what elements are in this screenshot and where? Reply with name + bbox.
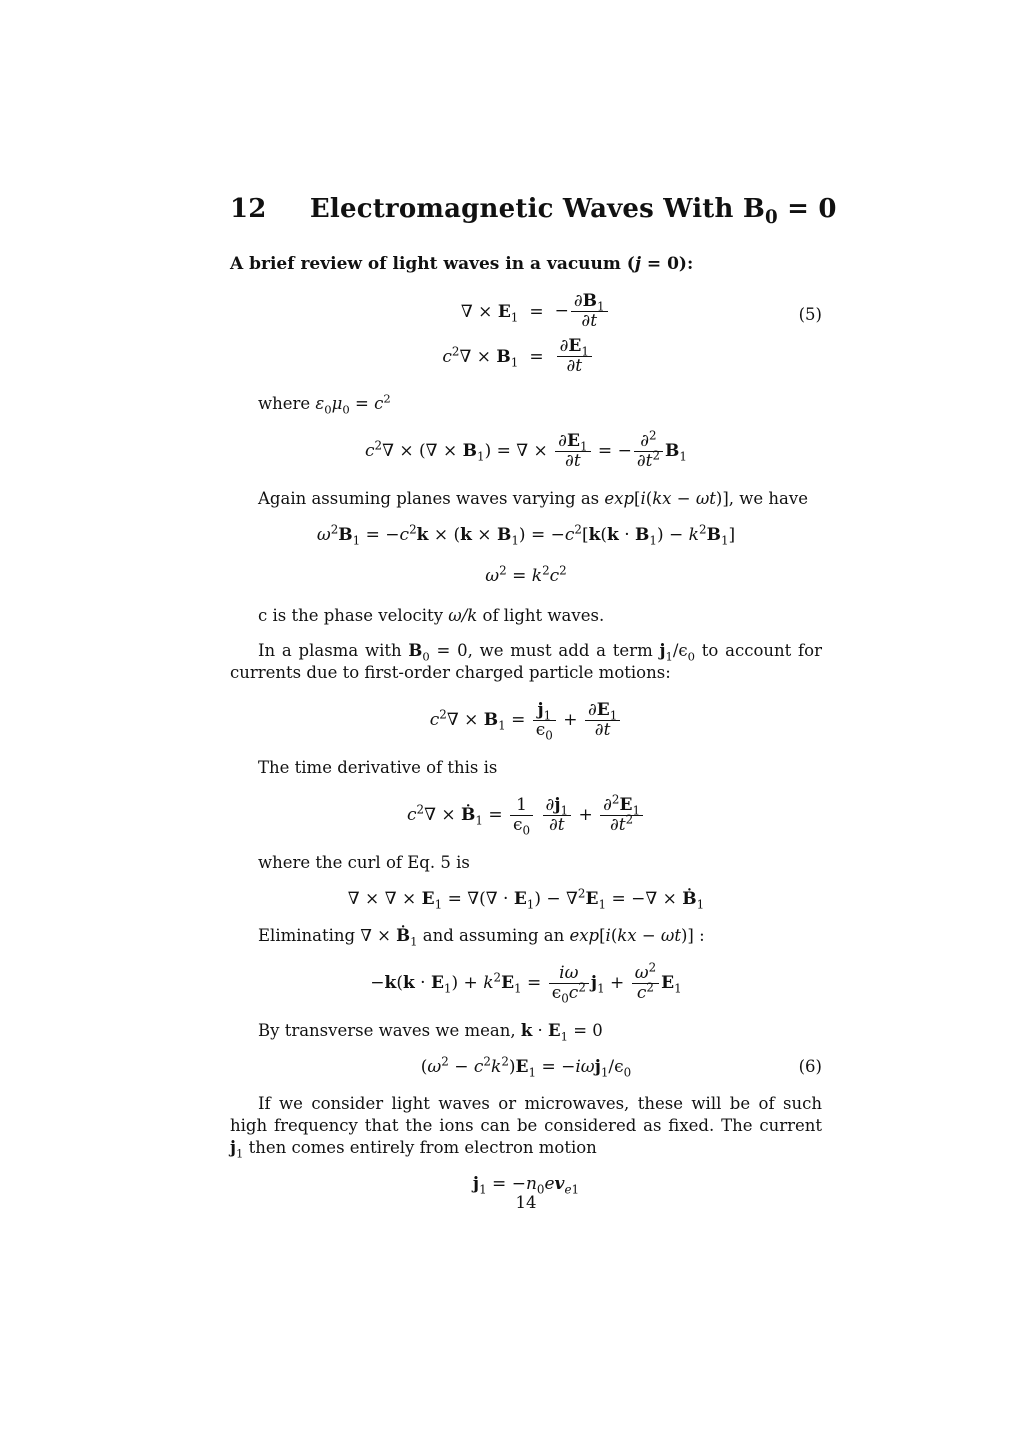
equation-row (442, 334, 609, 379)
equation-body: $-k(k \cdot E_1) + k^2E_1$ = $\frac{i\omega}{\epsilon_0c^2}$ $j_1$ + $\frac{\omega^2}{c^2}$ $E_1$ (370, 960, 682, 1006)
section-number: 12 (230, 194, 267, 224)
display-equation-ampere-dot (230, 792, 822, 838)
equation-number: (6) (798, 1057, 822, 1076)
page-content (230, 193, 837, 1210)
equation-body: $c^2\nabla \times B_1$ = $\frac{j_1}{\epsilon_0}$ + $\frac{\partial E_1}{\partial t}$ (430, 710, 623, 730)
display-equation-ampere-plasma (230, 700, 822, 743)
paragraph-time-derivative: The time derivative of this is (258, 758, 498, 777)
paragraph-transverse: By transverse waves we mean, $k \cdot E_1 = 0$ (258, 1021, 603, 1044)
equation-rhs: $\frac{\partial E_1}{\partial t}$ (555, 334, 610, 379)
paragraph-phase-velocity: c is the phase velocity ω/k of light waves. (258, 606, 605, 625)
paragraph-light-waves: If we consider light waves or microwaves, these will be of such high frequency that the ions can be considered as fixed. The current $j_1$ then comes entirely from electron motion (230, 1094, 822, 1161)
equation-body: $c^2\nabla$ × Ḃ$_1$ = $\frac{1}{\epsilon_0}$ $\frac{\partial j_1}{\partial t}$ + $\frac{\partial^2E_1}{\partial t^2}$ (407, 805, 645, 825)
paragraph-plasma-intro: In a plasma with $B_0 = 0$, we must add a term $j_1/\epsilon_0$ to account for currents due to first-order charged particle motions: (230, 641, 822, 682)
display-equation-wave-j (230, 960, 822, 1006)
paragraph-where-eps: where $\varepsilon_0\mu_0 = c^2$ (258, 391, 391, 417)
equation-row (442, 289, 609, 334)
equation-relation: = (529, 346, 544, 367)
section-heading (230, 193, 837, 229)
display-equation-dispersion (230, 564, 822, 588)
display-equation-curl-curl-E (230, 887, 822, 911)
equation-lhs: $c^2\nabla \times B_1$ (442, 343, 519, 369)
aligned-equations (442, 289, 609, 379)
equation-group-5 (230, 289, 822, 379)
equation-body: $\omega^2B_1 = -c^2k \times (k \times B_1) = -c^2[k(k \cdot B_1) - k^2B_1]$ (316, 522, 736, 548)
equation-body: $\omega^2 = k^2c^2$ (485, 563, 567, 586)
section-title: Electromagnetic Waves With $B_0 = 0$ (309, 194, 837, 229)
display-equation-curl-curl-B (230, 428, 822, 471)
equation-body: $j_1 = -n_0ev_{e1}$ (472, 1174, 580, 1197)
equation-body: $c^2\nabla$ × (∇ × $B_1$) = ∇ × $\frac{\partial E_1}{\partial t}$ = − $\frac{\partial^2}{\partial t^2}$ $B_1$ (365, 428, 687, 471)
display-equation-6 (230, 1055, 822, 1079)
display-equation-omega-B (230, 523, 822, 547)
paragraph-plane-waves: Again assuming planes waves varying as exp[i(kx − ωt)], we have (258, 489, 808, 508)
paragraph-eliminating: Eliminating ∇ × Ḃ$_1$ and assuming an exp[i(kx − ωt)] : (258, 926, 705, 949)
equation-lhs: ∇ × $E_1$ (460, 301, 519, 324)
equation-body: ∇ × ∇ × $E_1$ = ∇(∇ · $E_1) - \nabla^2E_1$ = −∇ × Ḃ$_1$ (347, 886, 705, 912)
equation-number: (5) (798, 305, 822, 324)
subheading: A brief review of light waves in a vacuum (j = 0): (230, 254, 694, 274)
equation-rhs: − $\frac{\partial B_1}{\partial t}$ (555, 289, 610, 334)
page-number: 14 (515, 1193, 537, 1212)
paragraph-curl-eq5: where the curl of Eq. 5 is (258, 853, 470, 872)
equation-body: $(\omega^2 - c^2k^2)E_1 = -i\omega j_1/\epsilon_0$ (420, 1054, 632, 1080)
equation-relation: = (529, 301, 544, 322)
